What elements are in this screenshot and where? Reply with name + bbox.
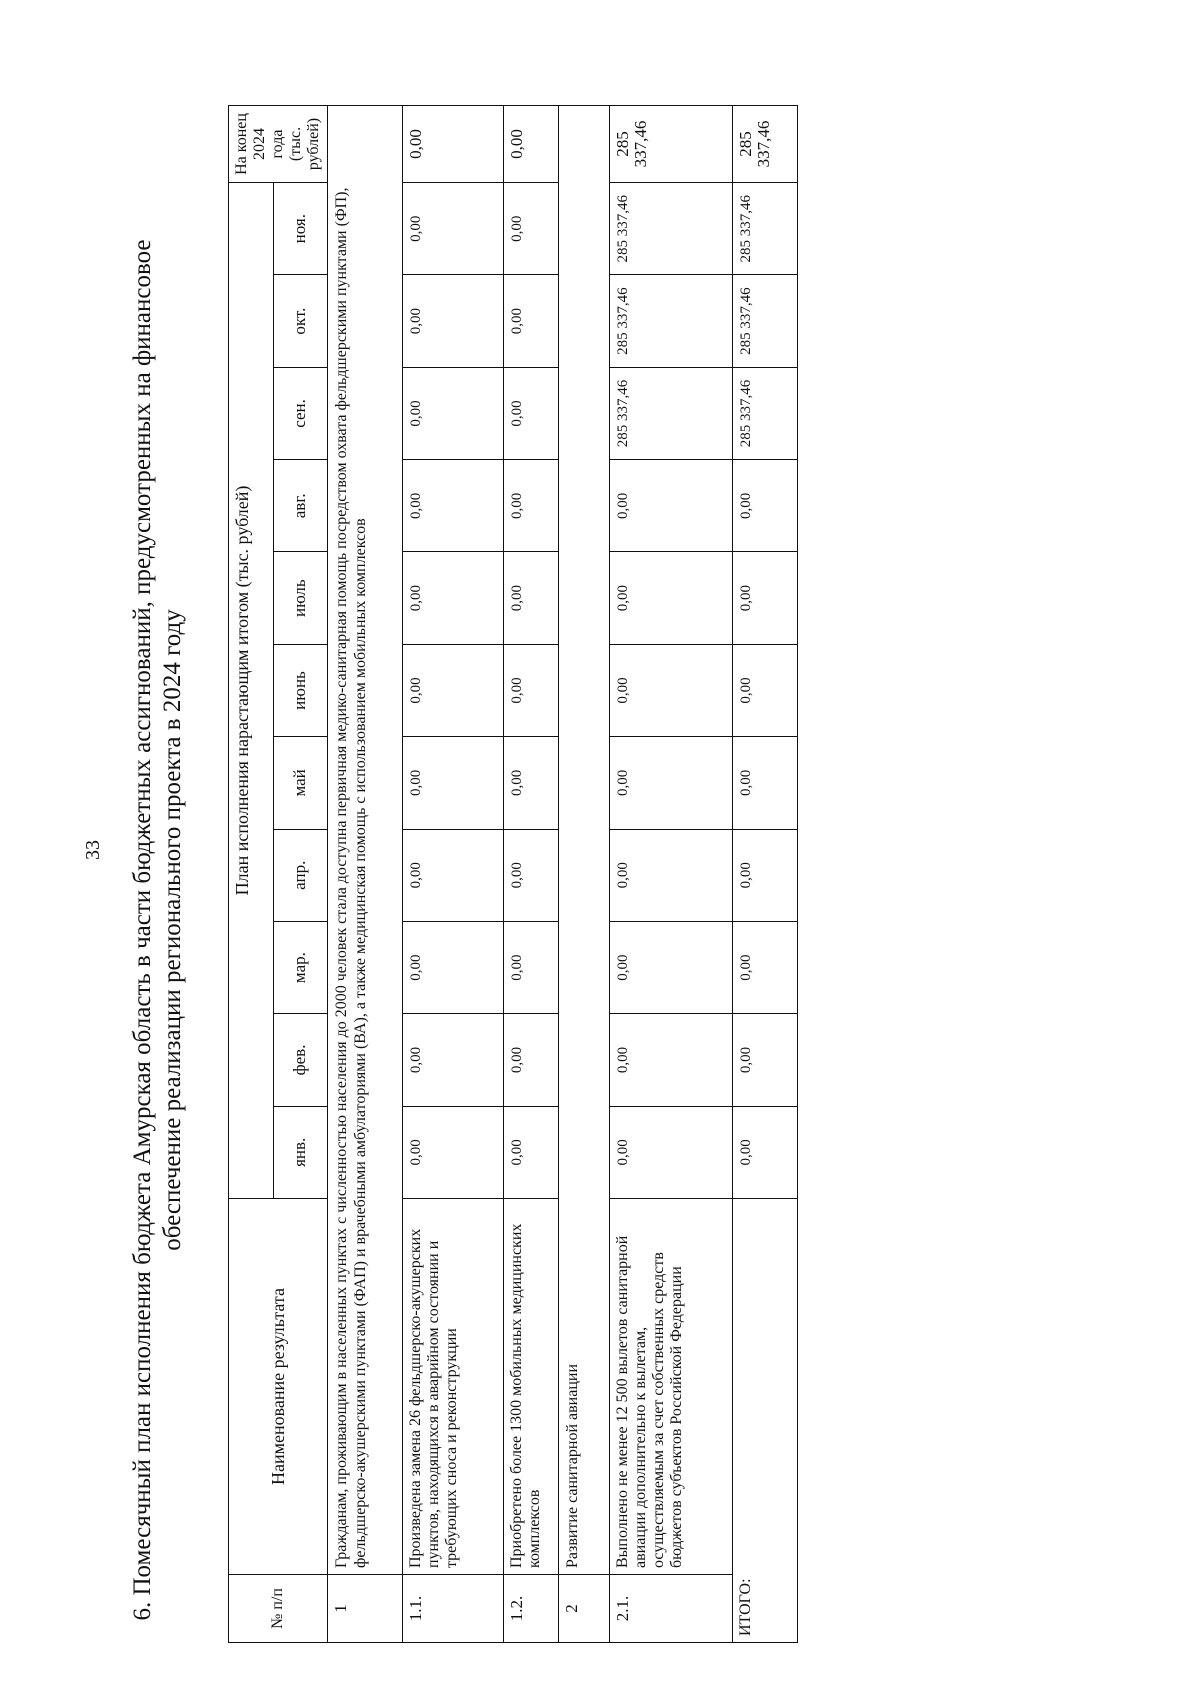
year-end-value: 0,00 (403, 106, 504, 183)
month-value: 0,00 (610, 737, 733, 829)
title-line-2: обеспечение реализации регионального проекта в 2024 году (159, 609, 186, 1251)
month-value: 0,00 (403, 737, 504, 829)
row-number: 1.1. (403, 1575, 504, 1643)
section-title: Гражданам, проживающим в населенных пунктах с численностью населения до 2000 человек стала доступна первичная медико-санитарная помощь посредством охвата фельдшерскими пунктами (ФП), фельдшерско-акушерскими пунктами (ФАП) и врачебными амбулаториями (ВА), а также медицинская помощь с использованием мобильных комплексов (328, 106, 403, 1575)
header-month: сен. (273, 367, 327, 459)
header-month: янв. (273, 1106, 327, 1198)
month-value: 0,00 (504, 460, 559, 552)
month-value: 285 337,46 (610, 367, 733, 459)
month-value: 0,00 (504, 367, 559, 459)
document-title (128, 220, 188, 1640)
month-value: 0,00 (403, 367, 504, 459)
row-number: 2.1. (610, 1575, 733, 1643)
header-num: № п/п (229, 1575, 328, 1643)
year-end-value: 0,00 (504, 106, 559, 183)
header-month: май (273, 737, 327, 829)
month-value: 0,00 (610, 829, 733, 921)
total-month-value: 0,00 (733, 460, 798, 552)
table-row-total (733, 106, 798, 1643)
total-month-value: 0,00 (733, 552, 798, 644)
month-value: 0,00 (403, 460, 504, 552)
month-value: 0,00 (403, 644, 504, 736)
month-value: 0,00 (504, 275, 559, 367)
month-value: 285 337,46 (610, 183, 733, 275)
result-name: Выполнено не менее 12 500 вылетов санитарной авиации дополнительно к вылетам, осуществляемым за счет собственных средств бюджетов субъектов Российской Федерации (610, 1199, 733, 1575)
total-month-value: 285 337,46 (733, 275, 798, 367)
table-row (504, 106, 559, 1643)
month-value: 0,00 (504, 1106, 559, 1198)
month-value: 0,00 (610, 921, 733, 1013)
total-month-value: 0,00 (733, 921, 798, 1013)
month-value: 0,00 (504, 921, 559, 1013)
month-value: 0,00 (403, 1106, 504, 1198)
table-row (610, 106, 733, 1643)
header-month: ноя. (273, 183, 327, 275)
header-month: окт. (273, 275, 327, 367)
table-row (403, 106, 504, 1643)
header-year-end: На конец 2024 года (тыс. рублей) (229, 106, 328, 183)
total-month-value: 0,00 (733, 1014, 798, 1106)
month-value: 0,00 (504, 552, 559, 644)
result-name: Произведена замена 26 фельдшерско-акушерских пунктов, находящихся в аварийном состоянии и требующих сноса и реконструкции (403, 1199, 504, 1575)
total-year-end-value: 285 337,46 (733, 106, 798, 183)
month-value: 0,00 (504, 737, 559, 829)
month-value: 0,00 (610, 552, 733, 644)
month-value: 0,00 (403, 829, 504, 921)
header-month: апр. (273, 829, 327, 921)
table-row-section-1 (328, 106, 403, 1643)
title-line-1: 6. Помесячный план исполнения бюджета Амурская область в части бюджетных ассигнований, предусмотренных на финансовое (129, 239, 156, 1621)
row-number: 1 (328, 1575, 403, 1643)
header-month: июнь (273, 644, 327, 736)
result-name: Приобретено более 1300 мобильных медицинских комплексов (504, 1199, 559, 1575)
month-value: 0,00 (610, 1106, 733, 1198)
month-value: 0,00 (504, 183, 559, 275)
month-value: 0,00 (504, 644, 559, 736)
total-month-value: 0,00 (733, 644, 798, 736)
section-title: Развитие санитарной авиации (559, 106, 610, 1575)
total-month-value: 0,00 (733, 737, 798, 829)
page-number: 33 (82, 840, 104, 860)
month-value: 0,00 (610, 644, 733, 736)
month-value: 0,00 (403, 552, 504, 644)
header-name: Наименование результата (229, 1199, 328, 1575)
month-value: 0,00 (610, 1014, 733, 1106)
month-value: 0,00 (504, 829, 559, 921)
header-month: авг. (273, 460, 327, 552)
month-value: 0,00 (403, 183, 504, 275)
month-value: 0,00 (403, 921, 504, 1013)
year-end-value: 285 337,46 (610, 106, 733, 183)
budget-plan-table (228, 105, 798, 1643)
row-number: 2 (559, 1575, 610, 1643)
table-row-section-2 (559, 106, 610, 1643)
table-header-row-1 (229, 106, 274, 1643)
header-month: июль (273, 552, 327, 644)
month-value: 0,00 (403, 275, 504, 367)
header-month: мар. (273, 921, 327, 1013)
month-value: 0,00 (504, 1014, 559, 1106)
row-number: 1.2. (504, 1575, 559, 1643)
month-value: 285 337,46 (610, 275, 733, 367)
total-label: ИТОГО: (733, 1199, 798, 1643)
month-value: 0,00 (403, 1014, 504, 1106)
month-value: 0,00 (610, 460, 733, 552)
total-month-value: 285 337,46 (733, 367, 798, 459)
total-month-value: 285 337,46 (733, 183, 798, 275)
total-month-value: 0,00 (733, 829, 798, 921)
total-month-value: 0,00 (733, 1106, 798, 1198)
header-month: фев. (273, 1014, 327, 1106)
header-plan: План исполнения нарастающим итогом (тыс. рублей) (229, 183, 274, 1199)
